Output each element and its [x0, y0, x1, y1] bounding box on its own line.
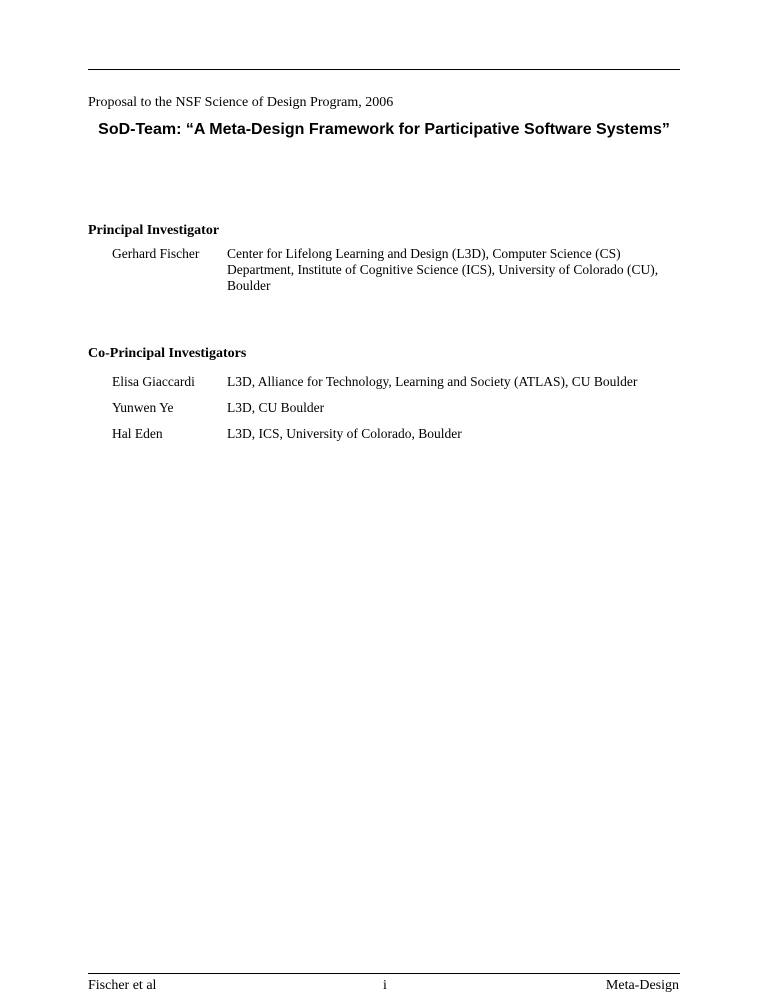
investigator-affiliation: Center for Lifelong Learning and Design (L3D), Computer Science (CS) Department, Institute of Cognitive Science (ICS), University of Colorado (CU), Boulder [227, 246, 659, 293]
investigator-name: Elisa Giaccardi [112, 374, 195, 389]
footer-authors: Fischer et al [88, 978, 157, 993]
investigator-affiliation: L3D, CU Boulder [227, 400, 325, 415]
investigator-affiliation: L3D, ICS, University of Colorado, Boulder [227, 426, 462, 441]
page-number: i [383, 978, 387, 993]
investigator-name: Hal Eden [112, 426, 163, 441]
principal-investigator-heading: Principal Investigator [88, 223, 220, 238]
investigator-affiliation: L3D, Alliance for Technology, Learning and Society (ATLAS), CU Boulder [227, 374, 638, 389]
footer-running-title: Meta-Design [605, 978, 679, 993]
investigator-name: Yunwen Ye [112, 400, 174, 415]
co-principal-investigators-heading: Co-Principal Investigators [88, 346, 247, 361]
footer-rule [88, 973, 680, 974]
investigator-name: Gerhard Fischer [112, 246, 200, 261]
document-title: SoD-Team: “A Meta-Design Framework for Participative Software Systems” [98, 121, 670, 138]
proposal-line: Proposal to the NSF Science of Design Program, 2006 [88, 95, 394, 110]
header-rule [88, 69, 680, 70]
